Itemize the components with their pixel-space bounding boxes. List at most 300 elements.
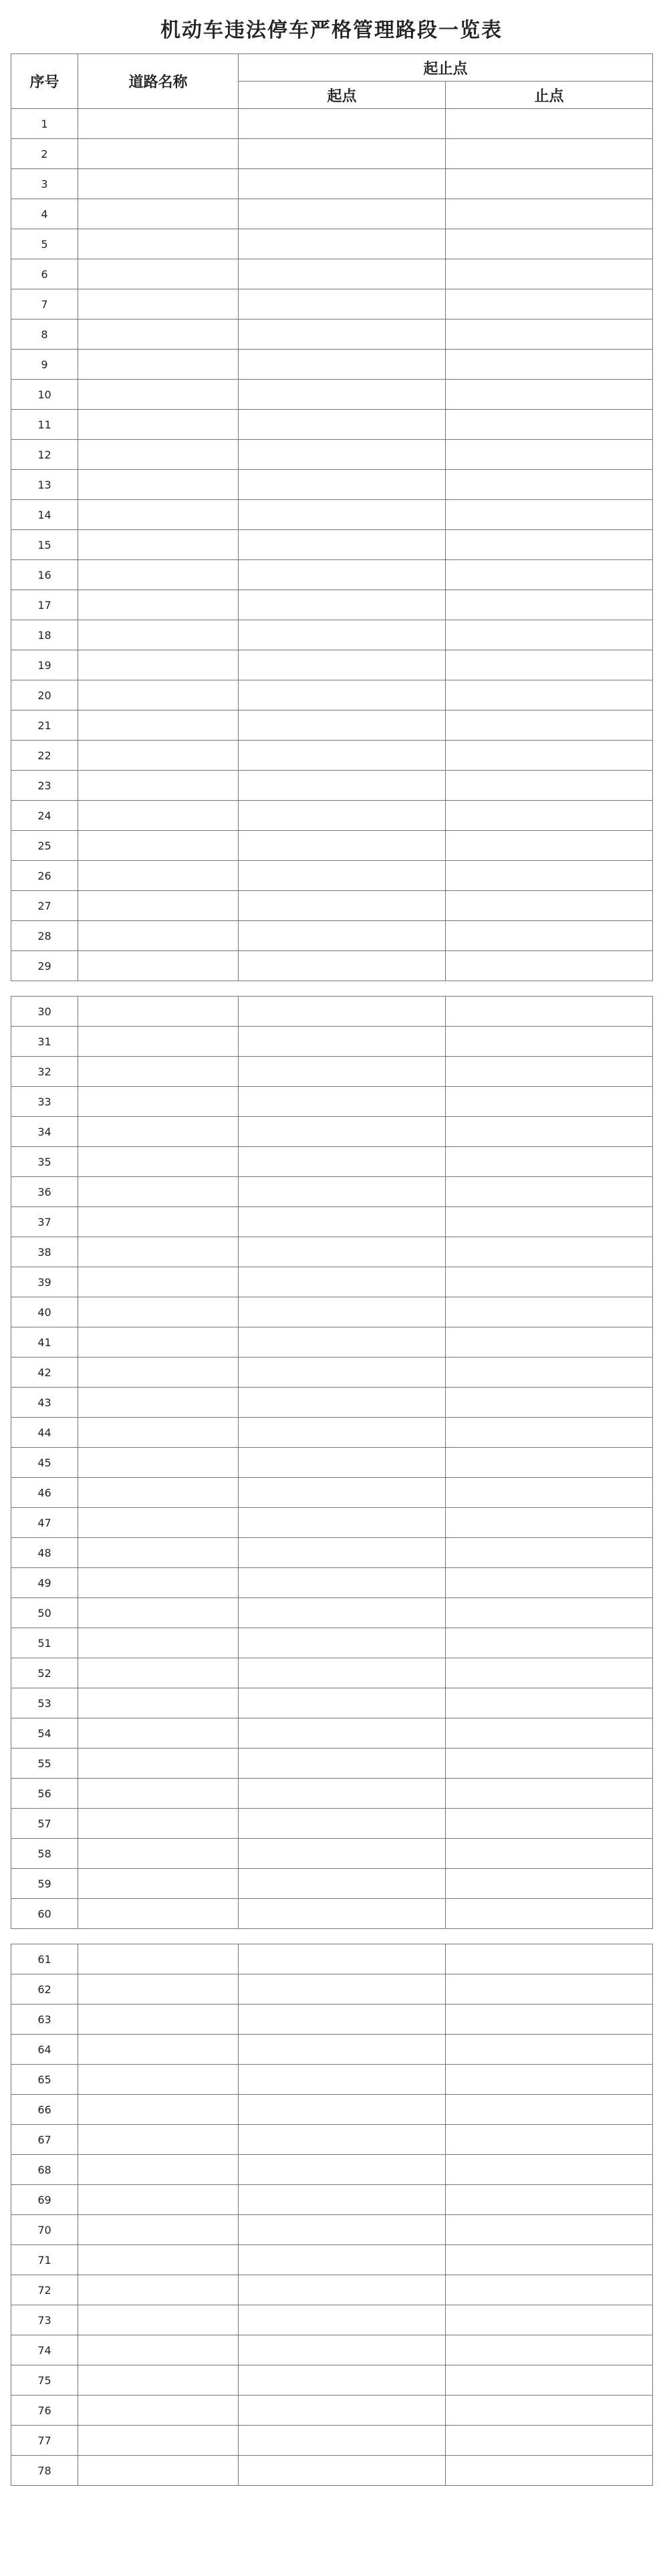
row-number: 66 bbox=[11, 2095, 78, 2125]
start-point bbox=[239, 2275, 446, 2305]
start-point bbox=[239, 2065, 446, 2095]
table-row bbox=[11, 2245, 653, 2275]
start-point bbox=[239, 1568, 446, 1598]
road-name bbox=[78, 891, 239, 921]
end-point bbox=[446, 2005, 653, 2035]
end-point bbox=[446, 1087, 653, 1117]
end-point bbox=[446, 199, 653, 229]
row-number: 64 bbox=[11, 2035, 78, 2065]
table-row bbox=[11, 2335, 653, 2365]
road-name bbox=[78, 1117, 239, 1147]
table-row bbox=[11, 650, 653, 680]
table-row bbox=[11, 1087, 653, 1117]
road-name bbox=[78, 2275, 239, 2305]
road-name bbox=[78, 2305, 239, 2335]
table-row bbox=[11, 590, 653, 620]
road-name bbox=[78, 951, 239, 981]
start-point bbox=[239, 440, 446, 470]
road-name bbox=[78, 680, 239, 711]
road-name bbox=[78, 2335, 239, 2365]
row-number: 62 bbox=[11, 1974, 78, 2005]
table-row bbox=[11, 1974, 653, 2005]
start-point bbox=[239, 470, 446, 500]
end-point bbox=[446, 1297, 653, 1327]
road-name bbox=[78, 1899, 239, 1929]
table-row bbox=[11, 680, 653, 711]
end-point bbox=[446, 620, 653, 650]
start-point bbox=[239, 951, 446, 981]
table-row bbox=[11, 500, 653, 530]
row-number: 54 bbox=[11, 1718, 78, 1749]
road-name bbox=[78, 1418, 239, 1448]
road-name bbox=[78, 2005, 239, 2035]
table-row bbox=[11, 1297, 653, 1327]
row-number: 29 bbox=[11, 951, 78, 981]
row-number: 18 bbox=[11, 620, 78, 650]
row-number: 36 bbox=[11, 1177, 78, 1207]
row-number: 11 bbox=[11, 410, 78, 440]
end-point bbox=[446, 1117, 653, 1147]
start-point bbox=[239, 2155, 446, 2185]
row-number: 20 bbox=[11, 680, 78, 711]
row-number: 21 bbox=[11, 711, 78, 741]
table-body bbox=[11, 109, 653, 2486]
road-name bbox=[78, 1448, 239, 1478]
road-name bbox=[78, 1688, 239, 1718]
road-name bbox=[78, 1057, 239, 1087]
start-point bbox=[239, 319, 446, 350]
end-point bbox=[446, 289, 653, 319]
row-number: 34 bbox=[11, 1117, 78, 1147]
start-point bbox=[239, 1718, 446, 1749]
road-name bbox=[78, 500, 239, 530]
table-row bbox=[11, 169, 653, 199]
table-row bbox=[11, 1448, 653, 1478]
end-point bbox=[446, 470, 653, 500]
start-point bbox=[239, 1508, 446, 1538]
start-point bbox=[239, 530, 446, 560]
start-point bbox=[239, 2005, 446, 2035]
start-point bbox=[239, 711, 446, 741]
row-number: 55 bbox=[11, 1749, 78, 1779]
end-point bbox=[446, 1388, 653, 1418]
start-point bbox=[239, 1388, 446, 1418]
road-name bbox=[78, 169, 239, 199]
start-point bbox=[239, 921, 446, 951]
end-point bbox=[446, 997, 653, 1027]
road-name bbox=[78, 199, 239, 229]
road-name bbox=[78, 2155, 239, 2185]
row-number: 23 bbox=[11, 771, 78, 801]
start-point bbox=[239, 680, 446, 711]
end-point bbox=[446, 229, 653, 259]
road-name bbox=[78, 380, 239, 410]
road-name bbox=[78, 2125, 239, 2155]
table-row bbox=[11, 2005, 653, 2035]
table-row bbox=[11, 1388, 653, 1418]
end-point bbox=[446, 109, 653, 139]
row-number: 31 bbox=[11, 1027, 78, 1057]
end-point bbox=[446, 1327, 653, 1358]
road-name bbox=[78, 1087, 239, 1117]
row-number: 75 bbox=[11, 2365, 78, 2396]
table-row bbox=[11, 1117, 653, 1147]
header-seq: 序号 bbox=[11, 54, 78, 109]
road-name bbox=[78, 2456, 239, 2486]
start-point bbox=[239, 289, 446, 319]
start-point bbox=[239, 2396, 446, 2426]
row-number: 13 bbox=[11, 470, 78, 500]
end-point bbox=[446, 1568, 653, 1598]
page-title: 机动车违法停车严格管理路段一览表 bbox=[160, 19, 503, 42]
row-number: 22 bbox=[11, 741, 78, 771]
end-point bbox=[446, 1478, 653, 1508]
end-point bbox=[446, 921, 653, 951]
table-row bbox=[11, 440, 653, 470]
table-row bbox=[11, 229, 653, 259]
start-point bbox=[239, 1297, 446, 1327]
start-point bbox=[239, 1117, 446, 1147]
table-row bbox=[11, 2305, 653, 2335]
row-number: 32 bbox=[11, 1057, 78, 1087]
row-number: 9 bbox=[11, 350, 78, 380]
end-point bbox=[446, 1779, 653, 1809]
start-point bbox=[239, 1478, 446, 1508]
end-point bbox=[446, 831, 653, 861]
end-point bbox=[446, 380, 653, 410]
table-row bbox=[11, 319, 653, 350]
end-point bbox=[446, 560, 653, 590]
table-row bbox=[11, 1899, 653, 1929]
table-row bbox=[11, 1538, 653, 1568]
start-point bbox=[239, 1237, 446, 1267]
end-point bbox=[446, 2456, 653, 2486]
start-point bbox=[239, 1448, 446, 1478]
end-point bbox=[446, 1237, 653, 1267]
table-row bbox=[11, 1327, 653, 1358]
row-number: 8 bbox=[11, 319, 78, 350]
road-name bbox=[78, 1568, 239, 1598]
road-name bbox=[78, 650, 239, 680]
table-row bbox=[11, 1358, 653, 1388]
table-row bbox=[11, 1944, 653, 1974]
row-number: 33 bbox=[11, 1087, 78, 1117]
table-row bbox=[11, 2396, 653, 2426]
road-name bbox=[78, 2426, 239, 2456]
road-name bbox=[78, 530, 239, 560]
row-number: 69 bbox=[11, 2185, 78, 2215]
row-number: 15 bbox=[11, 530, 78, 560]
end-point bbox=[446, 801, 653, 831]
row-number: 12 bbox=[11, 440, 78, 470]
road-name bbox=[78, 1327, 239, 1358]
road-name bbox=[78, 801, 239, 831]
table-row bbox=[11, 2456, 653, 2486]
table-row bbox=[11, 1628, 653, 1658]
road-name bbox=[78, 1749, 239, 1779]
start-point bbox=[239, 2365, 446, 2396]
start-point bbox=[239, 1974, 446, 2005]
end-point bbox=[446, 1057, 653, 1087]
table-row bbox=[11, 741, 653, 771]
row-number: 48 bbox=[11, 1538, 78, 1568]
start-point bbox=[239, 771, 446, 801]
road-name bbox=[78, 1478, 239, 1508]
row-number: 68 bbox=[11, 2155, 78, 2185]
row-number: 40 bbox=[11, 1297, 78, 1327]
table-row bbox=[11, 2125, 653, 2155]
table-row bbox=[11, 1147, 653, 1177]
start-point bbox=[239, 1207, 446, 1237]
road-name bbox=[78, 2215, 239, 2245]
road-name bbox=[78, 1944, 239, 1974]
end-point bbox=[446, 1899, 653, 1929]
start-point bbox=[239, 109, 446, 139]
table-row bbox=[11, 560, 653, 590]
start-point bbox=[239, 1027, 446, 1057]
separator-cell bbox=[11, 981, 653, 997]
end-point bbox=[446, 650, 653, 680]
row-number: 71 bbox=[11, 2245, 78, 2275]
table-row bbox=[11, 1568, 653, 1598]
table-row bbox=[11, 1027, 653, 1057]
row-number: 26 bbox=[11, 861, 78, 891]
road-name bbox=[78, 921, 239, 951]
row-number: 76 bbox=[11, 2396, 78, 2426]
table-row bbox=[11, 1598, 653, 1628]
road-name bbox=[78, 2245, 239, 2275]
table-row bbox=[11, 2065, 653, 2095]
end-point bbox=[446, 1974, 653, 2005]
end-point bbox=[446, 680, 653, 711]
table-row bbox=[11, 2035, 653, 2065]
table-row bbox=[11, 1839, 653, 1869]
row-number: 52 bbox=[11, 1658, 78, 1688]
start-point bbox=[239, 1899, 446, 1929]
start-point bbox=[239, 2185, 446, 2215]
end-point bbox=[446, 861, 653, 891]
row-number: 44 bbox=[11, 1418, 78, 1448]
end-point bbox=[446, 2125, 653, 2155]
end-point bbox=[446, 1749, 653, 1779]
table-row bbox=[11, 1237, 653, 1267]
road-name bbox=[78, 831, 239, 861]
end-point bbox=[446, 2275, 653, 2305]
row-number: 28 bbox=[11, 921, 78, 951]
end-point bbox=[446, 350, 653, 380]
table-row bbox=[11, 2365, 653, 2396]
end-point bbox=[446, 1839, 653, 1869]
end-point bbox=[446, 1027, 653, 1057]
table-row bbox=[11, 1749, 653, 1779]
table-row bbox=[11, 1267, 653, 1297]
start-point bbox=[239, 1177, 446, 1207]
row-number: 67 bbox=[11, 2125, 78, 2155]
row-number: 30 bbox=[11, 997, 78, 1027]
table-row bbox=[11, 2426, 653, 2456]
table-row bbox=[11, 350, 653, 380]
road-name bbox=[78, 1358, 239, 1388]
table-row bbox=[11, 951, 653, 981]
table-row bbox=[11, 1779, 653, 1809]
end-point bbox=[446, 440, 653, 470]
row-number: 39 bbox=[11, 1267, 78, 1297]
end-point bbox=[446, 1944, 653, 1974]
start-point bbox=[239, 2305, 446, 2335]
row-number: 49 bbox=[11, 1568, 78, 1598]
road-name bbox=[78, 1508, 239, 1538]
start-point bbox=[239, 1358, 446, 1388]
road-name bbox=[78, 590, 239, 620]
row-number: 73 bbox=[11, 2305, 78, 2335]
road-name bbox=[78, 1974, 239, 2005]
table-row bbox=[11, 1869, 653, 1899]
end-point bbox=[446, 2035, 653, 2065]
end-point bbox=[446, 500, 653, 530]
road-name bbox=[78, 350, 239, 380]
row-number: 59 bbox=[11, 1869, 78, 1899]
road-name bbox=[78, 410, 239, 440]
start-point bbox=[239, 801, 446, 831]
table-row bbox=[11, 2155, 653, 2185]
start-point bbox=[239, 410, 446, 440]
road-name bbox=[78, 1538, 239, 1568]
road-name bbox=[78, 1869, 239, 1899]
table-row bbox=[11, 1658, 653, 1688]
table-row bbox=[11, 771, 653, 801]
road-name bbox=[78, 259, 239, 289]
road-name bbox=[78, 1297, 239, 1327]
road-name bbox=[78, 741, 239, 771]
road-name bbox=[78, 1658, 239, 1688]
road-name bbox=[78, 997, 239, 1027]
road-name bbox=[78, 470, 239, 500]
road-name bbox=[78, 2396, 239, 2426]
row-number: 60 bbox=[11, 1899, 78, 1929]
row-number: 7 bbox=[11, 289, 78, 319]
row-number: 65 bbox=[11, 2065, 78, 2095]
end-point bbox=[446, 1718, 653, 1749]
row-number: 74 bbox=[11, 2335, 78, 2365]
end-point bbox=[446, 2335, 653, 2365]
table-row bbox=[11, 620, 653, 650]
table-row bbox=[11, 1478, 653, 1508]
table-row bbox=[11, 831, 653, 861]
end-point bbox=[446, 2245, 653, 2275]
start-point bbox=[239, 1944, 446, 1974]
road-name bbox=[78, 1598, 239, 1628]
table-row bbox=[11, 1177, 653, 1207]
table-row bbox=[11, 1809, 653, 1839]
start-point bbox=[239, 500, 446, 530]
row-number: 43 bbox=[11, 1388, 78, 1418]
road-name bbox=[78, 560, 239, 590]
start-point bbox=[239, 259, 446, 289]
table-row bbox=[11, 861, 653, 891]
table-row bbox=[11, 410, 653, 440]
end-point bbox=[446, 1658, 653, 1688]
end-point bbox=[446, 319, 653, 350]
end-point bbox=[446, 259, 653, 289]
row-number: 5 bbox=[11, 229, 78, 259]
row-number: 6 bbox=[11, 259, 78, 289]
row-number: 41 bbox=[11, 1327, 78, 1358]
table-row bbox=[11, 1207, 653, 1237]
table-row bbox=[11, 1057, 653, 1087]
start-point bbox=[239, 997, 446, 1027]
start-point bbox=[239, 2426, 446, 2456]
start-point bbox=[239, 1418, 446, 1448]
table-row bbox=[11, 997, 653, 1027]
row-number: 47 bbox=[11, 1508, 78, 1538]
road-name bbox=[78, 711, 239, 741]
start-point bbox=[239, 861, 446, 891]
end-point bbox=[446, 139, 653, 169]
row-number: 78 bbox=[11, 2456, 78, 2486]
table-row bbox=[11, 199, 653, 229]
row-number: 14 bbox=[11, 500, 78, 530]
row-number: 19 bbox=[11, 650, 78, 680]
end-point bbox=[446, 1688, 653, 1718]
start-point bbox=[239, 1087, 446, 1117]
table-row bbox=[11, 289, 653, 319]
row-number: 27 bbox=[11, 891, 78, 921]
road-name bbox=[78, 1809, 239, 1839]
table-row bbox=[11, 711, 653, 741]
start-point bbox=[239, 560, 446, 590]
row-number: 45 bbox=[11, 1448, 78, 1478]
end-point bbox=[446, 2155, 653, 2185]
road-name bbox=[78, 1267, 239, 1297]
group-separator bbox=[11, 981, 653, 997]
row-number: 50 bbox=[11, 1598, 78, 1628]
table-row bbox=[11, 1508, 653, 1538]
table-row bbox=[11, 530, 653, 560]
start-point bbox=[239, 1598, 446, 1628]
road-name bbox=[78, 1177, 239, 1207]
row-number: 53 bbox=[11, 1688, 78, 1718]
start-point bbox=[239, 2215, 446, 2245]
row-number: 61 bbox=[11, 1944, 78, 1974]
table-row bbox=[11, 801, 653, 831]
table-row bbox=[11, 139, 653, 169]
start-point bbox=[239, 1839, 446, 1869]
table-header bbox=[11, 54, 653, 109]
end-point bbox=[446, 891, 653, 921]
start-point bbox=[239, 2456, 446, 2486]
road-name bbox=[78, 2095, 239, 2125]
end-point bbox=[446, 1628, 653, 1658]
end-point bbox=[446, 1418, 653, 1448]
end-point bbox=[446, 1207, 653, 1237]
road-name bbox=[78, 289, 239, 319]
end-point bbox=[446, 1508, 653, 1538]
road-name bbox=[78, 1628, 239, 1658]
road-name bbox=[78, 229, 239, 259]
road-name bbox=[78, 2185, 239, 2215]
row-number: 70 bbox=[11, 2215, 78, 2245]
start-point bbox=[239, 1057, 446, 1087]
road-name bbox=[78, 319, 239, 350]
start-point bbox=[239, 350, 446, 380]
table-row bbox=[11, 109, 653, 139]
start-point bbox=[239, 139, 446, 169]
table-row bbox=[11, 2275, 653, 2305]
end-point bbox=[446, 1177, 653, 1207]
start-point bbox=[239, 1869, 446, 1899]
start-point bbox=[239, 1658, 446, 1688]
start-point bbox=[239, 229, 446, 259]
